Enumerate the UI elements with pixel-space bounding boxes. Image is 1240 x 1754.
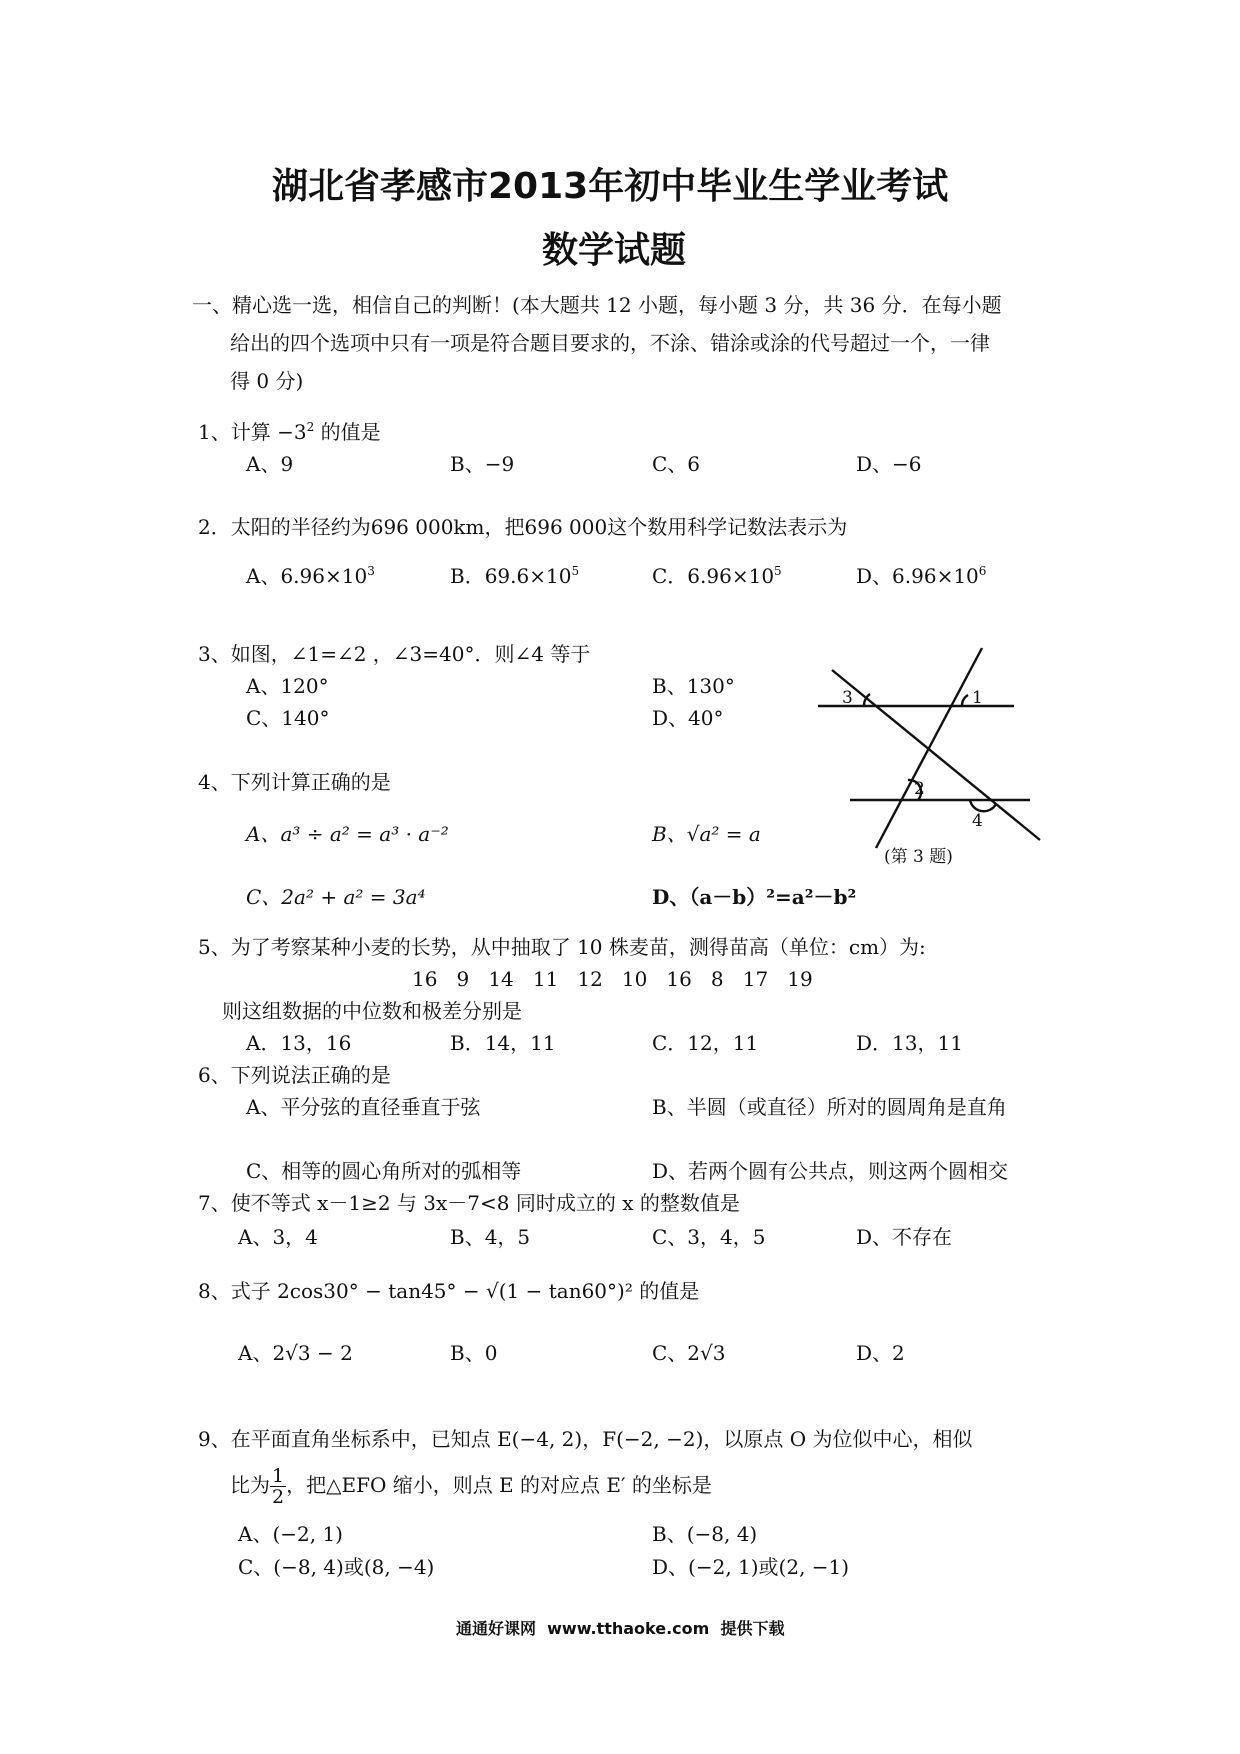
- q1-option-d: D、−6: [856, 452, 922, 476]
- q2-option-c-base: C．6.96×10: [652, 564, 775, 588]
- section-instructions: [192, 286, 1002, 400]
- q3-figure: [812, 640, 1044, 870]
- q5-option-b: B．14，11: [450, 1031, 556, 1055]
- q5-option-a: A．13，16: [246, 1031, 352, 1055]
- q6-option-d: D、若两个圆有公共点，则这两个圆相交: [652, 1159, 1009, 1183]
- q2-option-a: [246, 564, 375, 588]
- q8-stem: 8、式子 2cos30° − tan45° − √(1 − tan60°)² 的值是: [198, 1279, 700, 1303]
- q2-option-a-base: A、6.96×10: [246, 564, 368, 588]
- q2-stem: 2．太阳的半径约为696 000km，把696 000这个数用科学记数法表示为: [198, 515, 848, 539]
- q9-stem2-suffix: ，把△EFO 缩小，则点 E 的对应点 E′ 的坐标是: [286, 1473, 712, 1497]
- q3-option-c: C、140°: [246, 706, 330, 730]
- angle-arc-1: [962, 695, 968, 706]
- q2-option-c: [652, 564, 782, 588]
- q4-stem: 4、下列计算正确的是: [198, 770, 391, 794]
- q4-option-a: A、a³ ÷ a² = a³ · a⁻²: [246, 822, 449, 846]
- q1-option-b: B、−9: [450, 452, 515, 476]
- q7-option-a: A、3，4: [238, 1225, 318, 1249]
- q9-fraction-denominator: 2: [272, 1486, 285, 1508]
- q7-option-b: B、4，5: [450, 1225, 531, 1249]
- instructions-line-3: 得 0 分): [230, 369, 304, 393]
- page-footer: 通通好课网 www.tthaoke.com 提供下载: [456, 1619, 785, 1638]
- q9-option-c: C、(−8, 4)或(8, −4): [238, 1555, 435, 1579]
- q5-option-d: D．13，11: [856, 1031, 963, 1055]
- q5-ask: 则这组数据的中位数和极差分别是: [222, 999, 522, 1023]
- exam-subtitle: 数学试题: [542, 230, 687, 271]
- q6-option-a: A、平分弦的直径垂直于弦: [246, 1095, 481, 1119]
- q9-option-b: B、(−8, 4): [652, 1522, 758, 1546]
- q2-option-d: [856, 564, 986, 588]
- angle-label-4: 4: [972, 811, 983, 831]
- q7-option-c: C、3，4，5: [652, 1225, 766, 1249]
- q5-stem: 5、为了考察某种小麦的长势，从中抽取了 10 株麦苗，测得苗高（单位：cm）为:: [198, 935, 926, 959]
- q9-fraction-numerator: 1: [272, 1465, 285, 1487]
- q2-option-a-exp: 3: [367, 564, 375, 578]
- q9-stem: 9、在平面直角坐标系中，已知点 E(−4, 2)，F(−2, −2)，以原点 O 为位似中心，相似: [198, 1427, 973, 1451]
- q9-stem2-prefix: 比为: [230, 1473, 270, 1497]
- q8-option-d: D、2: [856, 1341, 905, 1365]
- q6-option-c: C、相等的圆心角所对的弧相等: [246, 1159, 522, 1183]
- q2-option-d-exp: 6: [978, 564, 987, 578]
- q2-option-b-base: B．69.6×10: [450, 564, 572, 588]
- figure-caption: (第 3 题): [884, 847, 953, 867]
- transversal-1: [832, 670, 1040, 840]
- q3-option-b: B、130°: [652, 674, 735, 698]
- q8-option-c: C、2√3: [652, 1341, 726, 1365]
- q2-option-c-exp: 5: [774, 564, 782, 578]
- instructions-line-2: 给出的四个选项中只有一项是符合题目要求的，不涂、错涂或涂的代号超过一个，一律: [230, 331, 990, 355]
- q1-stem-exp: 2: [306, 420, 315, 434]
- angle-label-2: 2: [914, 779, 925, 799]
- q6-stem: 6、下列说法正确的是: [198, 1063, 391, 1087]
- q5-option-c: C．12，11: [652, 1031, 759, 1055]
- q4-option-c: C、2a² + a² = 3a⁴: [246, 885, 426, 909]
- q1-stem: [198, 420, 381, 444]
- q2-option-b: [450, 564, 579, 588]
- q1-option-c: C、6: [652, 452, 701, 476]
- q9-option-d: D、(−2, 1)或(2, −1): [652, 1555, 850, 1579]
- q4-option-d: D、（a－b）²=a²－b²: [652, 885, 857, 909]
- q9-fraction: [270, 1466, 286, 1507]
- q7-option-d: D、不存在: [856, 1225, 953, 1249]
- exam-title: 湖北省孝感市2013年初中毕业生学业考试: [272, 166, 949, 207]
- q1-option-a: A、9: [246, 452, 294, 476]
- angle-label-1: 1: [972, 688, 983, 708]
- q3-stem: 3、如图，∠1=∠2 ，∠3=40°．则∠4 等于: [198, 642, 591, 666]
- q8-option-b: B、0: [450, 1341, 498, 1365]
- q7-stem: 7、使不等式 x－1≥2 与 3x－7<8 同时成立的 x 的整数值是: [198, 1191, 740, 1215]
- q2-option-b-exp: 5: [571, 564, 580, 578]
- q3-option-d: D、40°: [652, 706, 724, 730]
- q3-option-a: A、120°: [246, 674, 329, 698]
- angle-label-3: 3: [842, 688, 853, 708]
- q5-data: 16 9 14 11 12 10 16 8 17 19: [412, 967, 813, 991]
- q4-option-b: B、√a² = a: [652, 822, 761, 846]
- q9-stem-line2: [230, 1466, 712, 1507]
- instructions-line-1: 一、精心选一选，相信自己的判断！(本大题共 12 小题，每小题 3 分，共 36 分．在每小题: [192, 293, 1002, 317]
- q1-stem-suffix: 的值是: [314, 420, 381, 444]
- q6-option-b: B、半圆（或直径）所对的圆周角是直角: [652, 1095, 1007, 1119]
- transversal-2: [876, 648, 982, 848]
- q2-option-d-base: D、6.96×10: [856, 564, 979, 588]
- q1-stem-prefix: 1、计算 −3: [198, 420, 307, 444]
- q9-option-a: A、(−2, 1): [238, 1522, 343, 1546]
- q8-option-a: A、2√3 − 2: [238, 1341, 353, 1365]
